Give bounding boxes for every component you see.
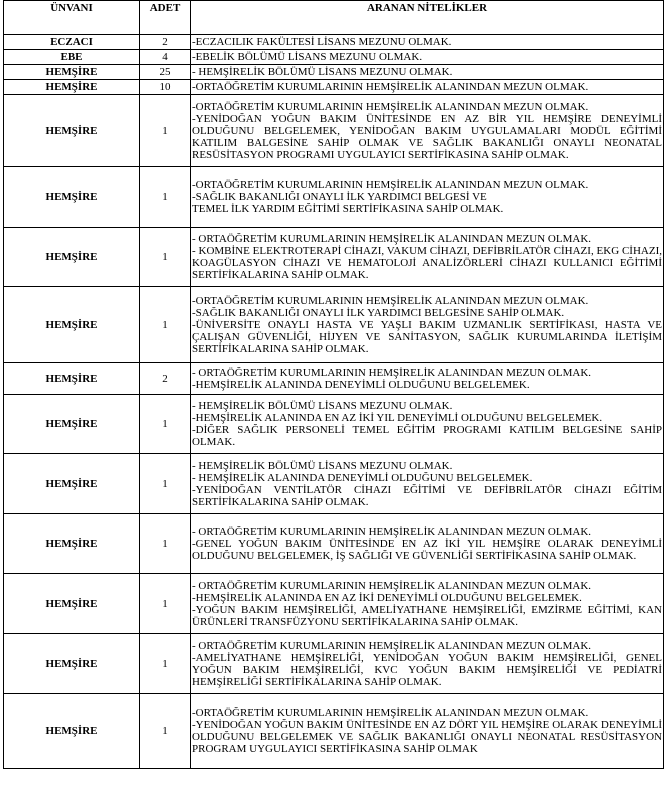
requirement-line: - HEMŞİRELİK ALANINDA DENEYİMLİ OLDUĞUNU BELGELEMEK. (192, 471, 533, 484)
requirements-cell (191, 514, 664, 574)
requirements-cell (191, 574, 664, 634)
position-count: 2 (140, 363, 191, 395)
requirements-cell (191, 50, 664, 65)
position-count: 1 (140, 95, 191, 167)
requirements-cell (191, 395, 664, 454)
position-count: 1 (140, 514, 191, 574)
table-row (4, 228, 664, 287)
requirement-line: -AMELİYATHANE HEMŞİRELİĞİ, YENİDOĞAN YOĞUN BAKIM HEMŞİRELİĞİ, GENEL YOĞUN BAKIM HEMŞİRELİĞİ, KVC YOĞUN BAKIM HEMŞİRELİĞİ VE PEDİATRİ HEMŞİRELİĞİ SERTİFİKALARINA SAHİP OLMAK. (192, 651, 662, 688)
position-count: 1 (140, 395, 191, 454)
requirement-line: -ORTAÖĞRETİM KURUMLARININ HEMŞİRELİK ALANINDAN MEZUN OLMAK. (192, 707, 589, 719)
requirement-line: -EBELİK BÖLÜMÜ LİSANS MEZUNU OLMAK. (192, 51, 423, 63)
requirements-cell (191, 454, 664, 514)
position-count: 1 (140, 634, 191, 694)
requirement-line: - ORTAÖĞRETİM KURUMLARININ HEMŞİRELİK ALANINDAN MEZUN OLMAK. (192, 639, 592, 652)
table-row (4, 95, 664, 167)
position-count: 1 (140, 694, 191, 769)
position-title: HEMŞİRE (4, 694, 140, 769)
position-count: 4 (140, 50, 191, 65)
requirement-line: -SAĞLIK BAKANLIĞI ONAYLI İLK YARDIMCI BELGESİNE SAHİP OLMAK. (192, 306, 565, 319)
table-row (4, 363, 664, 395)
header-title: ÜNVANI (4, 1, 140, 35)
requirement-line: -ORTAÖĞRETİM KURUMLARININ HEMŞİRELİK ALANINDAN MEZUN OLMAK. (192, 100, 589, 113)
requirements-cell (191, 634, 664, 694)
table-row (4, 35, 664, 50)
position-title: HEMŞİRE (4, 514, 140, 574)
position-count: 2 (140, 35, 191, 50)
position-title: HEMŞİRE (4, 228, 140, 287)
requirement-line: - ORTAÖĞRETİM KURUMLARININ HEMŞİRELİK ALANINDAN MEZUN OLMAK. (192, 366, 592, 379)
requirement-line: - HEMŞİRELİK BÖLÜMÜ LİSANS MEZUNU OLMAK. (192, 66, 453, 78)
requirement-line: -ORTAÖĞRETİM KURUMLARININ HEMŞİRELİK ALANINDAN MEZUN OLMAK. (192, 294, 589, 307)
table-row (4, 50, 664, 65)
position-count: 10 (140, 80, 191, 95)
table-row (4, 574, 664, 634)
requirement-line: -GENEL YOĞUN BAKIM ÜNİTESİNDE EN AZ İKİ YIL HEMŞİRE OLARAK DENEYİMLİ OLDUĞUNU BELGELEMEK, İŞ SAĞLIĞI VE GÜVENLİĞİ SERTİFİKASINA SAHİP OLMAK. (192, 537, 662, 562)
position-count: 25 (140, 65, 191, 80)
requirements-cell (191, 363, 664, 395)
requirement-line: -ECZACILIK FAKÜLTESİ LİSANS MEZUNU OLMAK. (192, 36, 452, 48)
requirement-line: - ORTAÖĞRETİM KURUMLARININ HEMŞİRELİK ALANINDAN MEZUN OLMAK. (192, 233, 592, 245)
table-row (4, 694, 664, 769)
requirement-line: -HEMŞİRELİK ALANINDA EN AZ İKİ YIL DENEYİMLİ OLDUĞUNU BELGELEMEK. (192, 412, 603, 424)
table-row (4, 634, 664, 694)
requirements-cell (191, 287, 664, 363)
position-title: HEMŞİRE (4, 454, 140, 514)
table-row (4, 395, 664, 454)
position-title: ECZACI (4, 35, 140, 50)
requirements-cell (191, 35, 664, 50)
requirement-line: - KOMBİNE ELEKTROTERAPİ CİHAZI, VAKUM CİHAZI, DEFİBRİLATÖR CİHAZI, EKG CİHAZI, KOAGÜLASYON CİHAZI VE HEMATOLOJİ ANALİZÖRLERİ CİHAZI KULLANICI EĞİTİMİ SERTİFİKALARINA SAHİP OLMAK. (192, 245, 662, 281)
header-requirements: ARANAN NİTELİKLER (191, 1, 664, 35)
requirement-line: -ÜNİVERSİTE ONAYLI HASTA VE YAŞLI BAKIM UZMANLIK SERTİFİKASI, HASTA VE ÇALIŞAN GÜVENLİĞİ, HİJYEN VE SANİTASYON, SAĞLIK KURUMLARINDA İLETİŞİM SERTİFİKALARINA SAHİP OLMAK. (192, 318, 662, 355)
requirement-line: TEMEL İLK YARDIM EĞİTİMİ SERTİFİKASINA SAHİP OLMAK. (192, 203, 504, 215)
position-title: EBE (4, 50, 140, 65)
requirement-line: -ORTAÖĞRETİM KURUMLARININ HEMŞİRELİK ALANINDAN MEZUN OLMAK. (192, 179, 589, 191)
requirement-line: -HEMŞİRELİK ALANINDA EN AZ İKİ DENEYİMLİ OLDUĞUNU BELGELEMEK. (192, 591, 582, 604)
requirement-line: -ORTAÖĞRETİM KURUMLARININ HEMŞİRELİK ALANINDAN MEZUN OLMAK. (192, 81, 589, 93)
requirement-line: -SAĞLIK BAKANLIĞI ONAYLI İLK YARDIMCI BELGESİ VE (192, 191, 487, 203)
header-row (4, 1, 664, 35)
requirement-line: -HEMŞİRELİK ALANINDA DENEYİMLİ OLDUĞUNU BELGELEMEK. (192, 378, 530, 391)
requirements-cell (191, 95, 664, 167)
requirements-cell (191, 80, 664, 95)
position-count: 1 (140, 228, 191, 287)
table-row (4, 454, 664, 514)
requirement-line: -YENİDOĞAN VENTİLATÖR CİHAZI EĞİTİMİ VE DEFİBRİLATÖR CİHAZI EĞİTİM SERTİFİKALARINA SAHİP OLMAK. (192, 483, 662, 508)
requirements-cell (191, 694, 664, 769)
header-count: ADET (140, 1, 191, 35)
requirements-cell (191, 65, 664, 80)
requirements-table (3, 0, 664, 769)
table-row (4, 80, 664, 95)
table-row (4, 287, 664, 363)
position-count: 1 (140, 574, 191, 634)
position-title: HEMŞİRE (4, 65, 140, 80)
position-title: HEMŞİRE (4, 574, 140, 634)
requirement-line: -YENİDOĞAN YOĞUN BAKIM ÜNİTESİNDE EN AZ BİR YIL HEMŞİRE DENEYİMLİ OLDUĞUNU BELGELEMEK, YENİDOĞAN BAKIM UYGULAMALARI MODÜL EĞİTİMİ KATILIM BALGESİNE SAHİP OLMAK VE SAĞLIK BAKANLIĞI ONAYLI NEONATAL RESÜSİTASYON PROGRAMI UYGULAYICI SERTİFİKASINA SAHİP OLMAK. (192, 112, 662, 161)
position-title: HEMŞİRE (4, 363, 140, 395)
position-title: HEMŞİRE (4, 80, 140, 95)
position-title: HEMŞİRE (4, 634, 140, 694)
position-count: 1 (140, 167, 191, 228)
requirement-line: -DİĞER SAĞLIK PERSONELİ TEMEL EĞİTİM PROGRAMI KATILIM BELGESİNE SAHİP OLMAK. (192, 424, 662, 448)
requirement-line: -YOĞUN BAKIM HEMŞİRELİĞİ, AMELİYATHANE HEMŞİRELİĞİ, EMZİRME EĞİTİMİ, KAN ÜRÜNLERİ TRANSFÜZYONU SERTİFİKALARINA SAHİP OLMAK. (192, 603, 662, 628)
requirements-cell (191, 167, 664, 228)
requirement-line: - HEMŞİRELİK BÖLÜMÜ LİSANS MEZUNU OLMAK. (192, 459, 453, 472)
position-title: HEMŞİRE (4, 395, 140, 454)
requirement-line: - HEMŞİRELİK BÖLÜMÜ LİSANS MEZUNU OLMAK. (192, 400, 453, 412)
position-title: HEMŞİRE (4, 167, 140, 228)
position-count: 1 (140, 287, 191, 363)
position-title: HEMŞİRE (4, 95, 140, 167)
table-row (4, 65, 664, 80)
requirement-line: -YENİDOĞAN YOĞUN BAKIM ÜNİTESİNDE EN AZ DÖRT YIL HEMŞİRE OLARAK DENEYİMLİ OLDUĞUNU BELGELEMEK VE SAĞLIK BAKANLIĞI ONAYLI NEONATAL RESÜSİTASYON PROGRAM UYGULAYICI SERTİFİKASINA SAHİP OLMAK (192, 719, 662, 755)
position-title: HEMŞİRE (4, 287, 140, 363)
table-row (4, 167, 664, 228)
table-row (4, 514, 664, 574)
requirement-line: - ORTAÖĞRETİM KURUMLARININ HEMŞİRELİK ALANINDAN MEZUN OLMAK. (192, 525, 592, 538)
requirement-line: - ORTAÖĞRETİM KURUMLARININ HEMŞİRELİK ALANINDAN MEZUN OLMAK. (192, 579, 592, 592)
position-count: 1 (140, 454, 191, 514)
requirements-cell (191, 228, 664, 287)
